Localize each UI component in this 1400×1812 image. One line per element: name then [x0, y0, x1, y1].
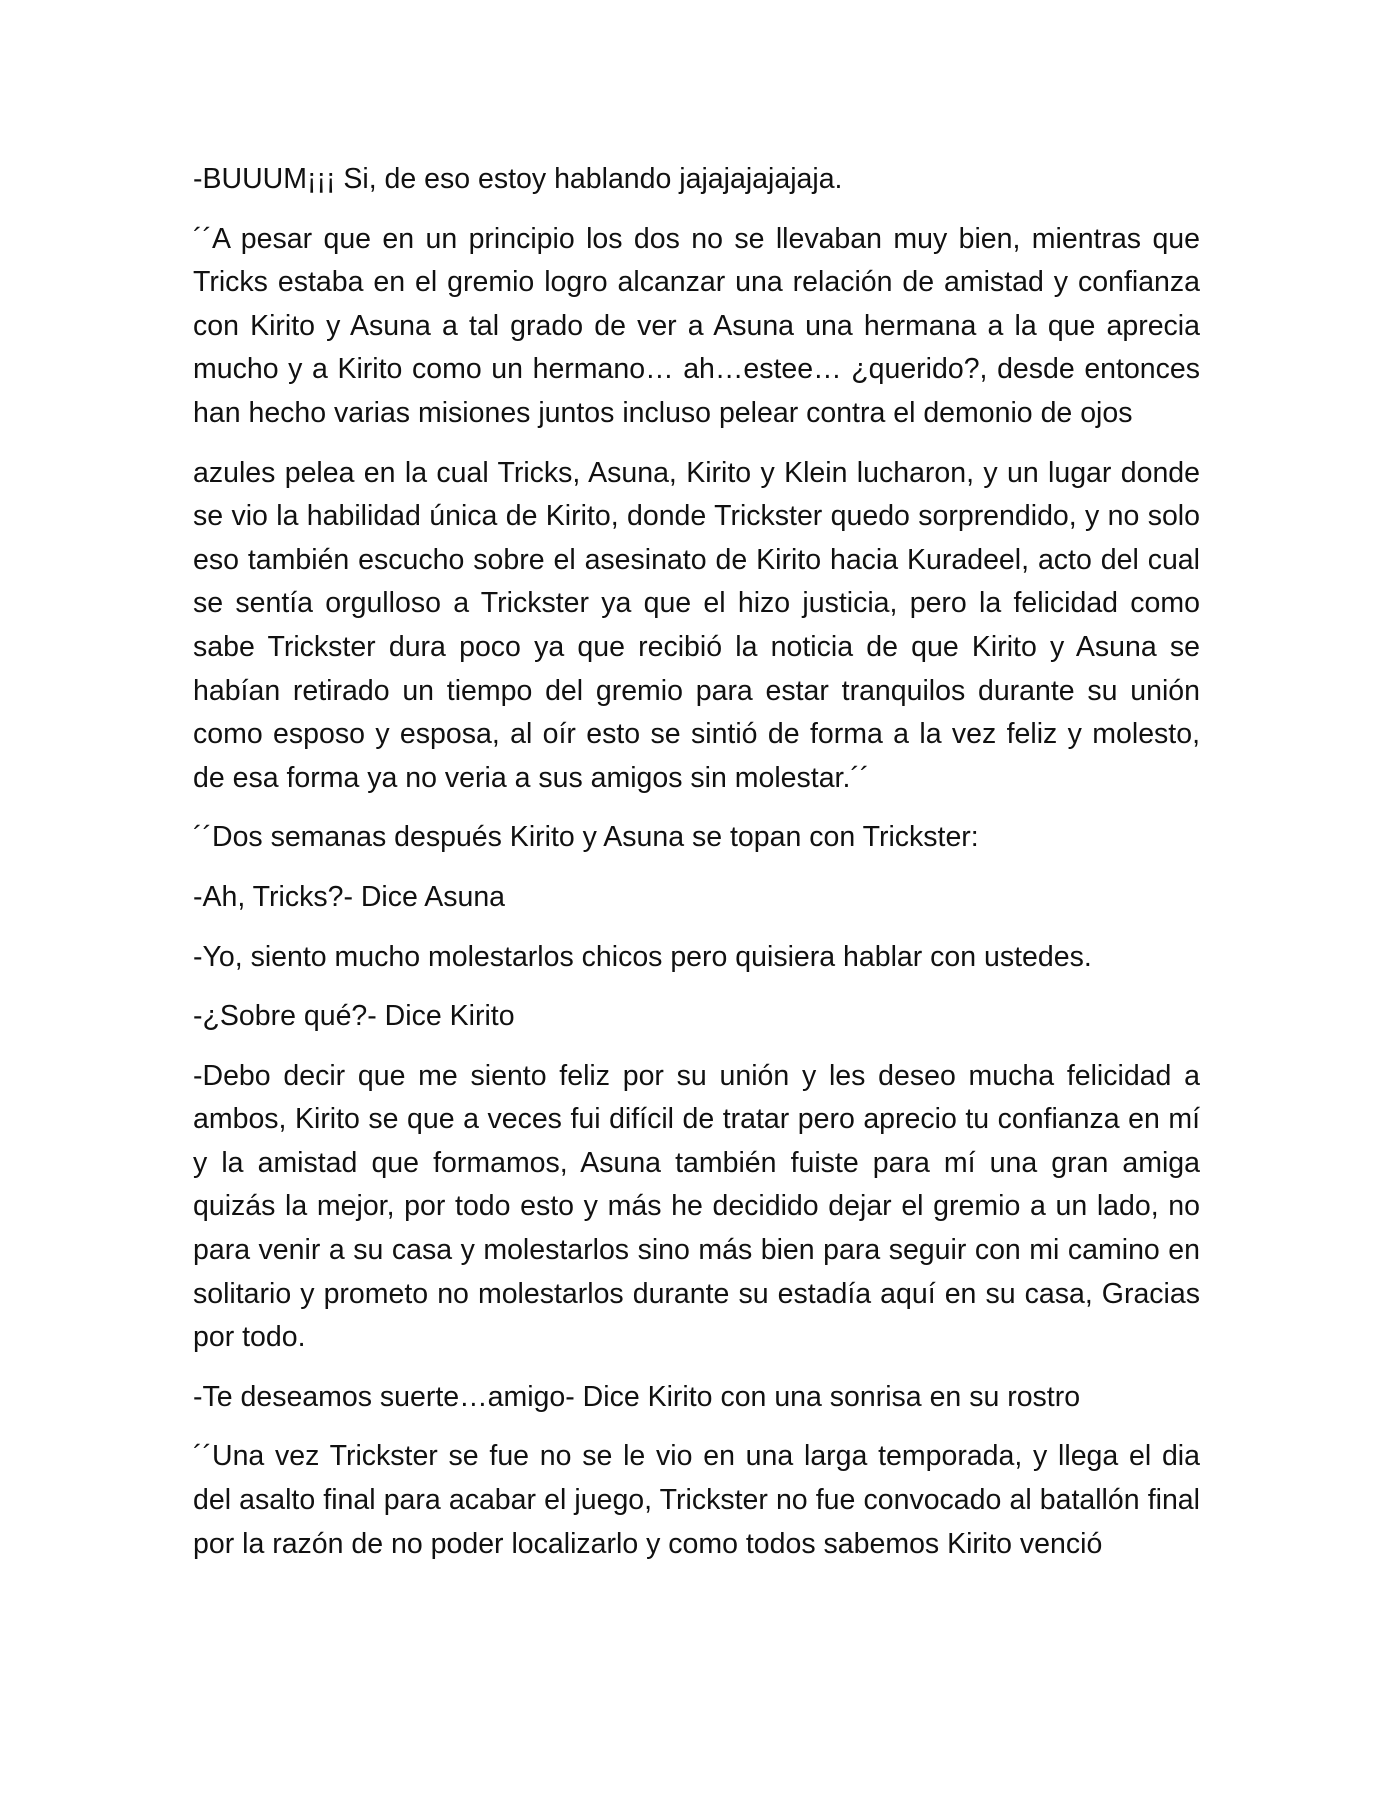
paragraph-5: -Ah, Tricks?- Dice Asuna [193, 880, 506, 913]
paragraph-3: azules pelea en la cual Tricks, Asuna, Kirito y Klein lucharon, y un lugar donde se vio la habilidad única de Kirito, donde Trickster quedo sorprendido, y no solo eso también escucho sobre el asesinato de Kirito hacia Kuradeel, acto del cual se sentía orgulloso a Trickster ya que el hizo justicia, pero la felicidad como sabe Trickster dura poco ya que recibió la noticia de que Kirito y Asuna se habían retirado un tiempo del gremio para estar tranquilos durante su unión como esposo y esposa, al oír esto se sintió de forma a la vez feliz y molesto, de esa forma ya no veria a sus amigos sin molestar.´´ [193, 456, 1200, 794]
paragraph-6: -Yo, siento mucho molestarlos chicos pero quisiera hablar con ustedes. [193, 940, 1092, 973]
paragraph-9: -Te deseamos suerte…amigo- Dice Kirito con una sonrisa en su rostro [193, 1380, 1081, 1413]
document-body [193, 158, 1200, 1582]
paragraph-7: -¿Sobre qué?- Dice Kirito [193, 1000, 515, 1033]
paragraph-4: ´´Dos semanas después Kirito y Asuna se topan con Trickster: [193, 821, 979, 854]
paragraph-8: -Debo decir que me siento feliz por su unión y les deseo mucha felicidad a ambos, Kirito se que a veces fui difícil de tratar pero aprecio tu confianza en mí y la amistad que formamos, Asuna también fuiste para mí una gran amiga quizás la mejor, por todo esto y más he decidido dejar el gremio a un lado, no para venir a su casa y molestarlos sino más bien para seguir con mi camino en solitario y prometo no molestarlos durante su estadía aquí en su casa, Gracias por todo. [193, 1059, 1200, 1354]
paragraph-1: -BUUUM¡¡¡ Si, de eso estoy hablando jajajajajajaja. [193, 163, 843, 195]
paragraph-2: ´´A pesar que en un principio los dos no se llevaban muy bien, mientras que Tricks estaba en el gremio logro alcanzar una relación de amistad y confianza con Kirito y Asuna a tal grado de ver a Asuna una hermana a la que aprecia mucho y a Kirito como un hermano… ah…estee… ¿querido?, desde entonces han hecho varias misiones juntos incluso pelear contra el demonio de ojos [193, 222, 1200, 429]
paragraph-10: ´´Una vez Trickster se fue no se le vio en una larga temporada, y llega el dia del asalto final para acabar el juego, Trickster no fue convocado al batallón final por la razón de no poder localizarlo y como todos sabemos Kirito venció [193, 1440, 1200, 1560]
